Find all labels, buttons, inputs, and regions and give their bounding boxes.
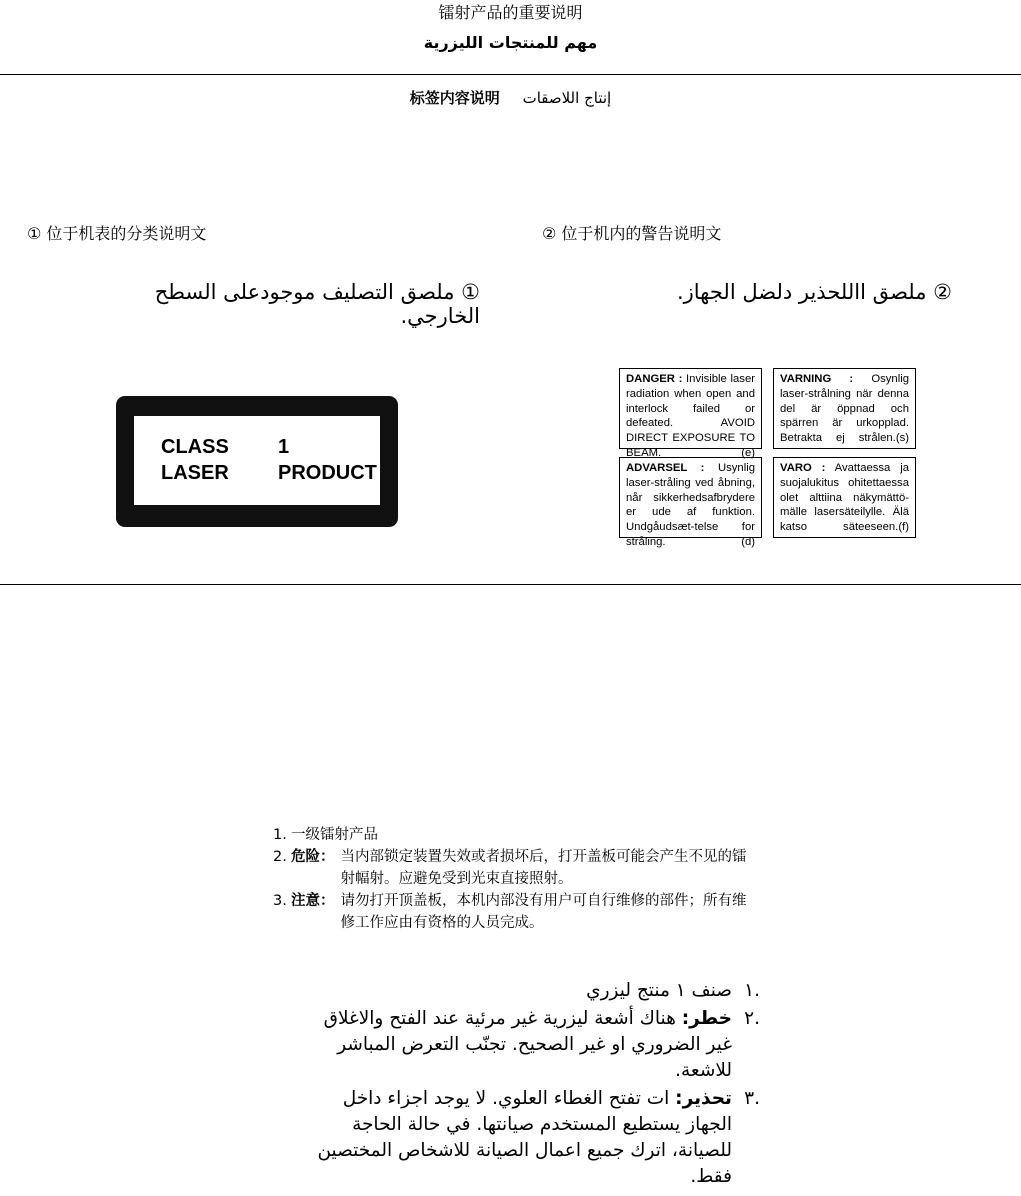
warning-advarsel — [619, 457, 762, 548]
warning-tag: (e) — [741, 446, 755, 459]
class-row — [161, 436, 290, 459]
laser-word: LASER — [161, 462, 229, 484]
item-number: .٢ — [744, 1008, 760, 1029]
warning-tag: (d) — [741, 535, 755, 548]
item-keyword: خطر: — [681, 1008, 732, 1029]
item-number: .٣ — [744, 1088, 760, 1109]
item-number: 3. — [273, 893, 287, 909]
product-word: PRODUCT — [278, 462, 377, 484]
item-text: صنف ١ منتج ليزري — [586, 980, 732, 1001]
warning-text: Usynlig laser-stråling ved åbning, når sikkerhedsafbrydere er ude af funktion. Undgåudsæt-telse for stråling. — [626, 462, 755, 548]
title-ar: مهم للمنتجات الليزرية — [423, 33, 598, 52]
warning-varning — [773, 368, 916, 449]
warning-heading: ADVARSEL : — [626, 462, 705, 474]
section-left-ar: ① ملصق التصليف موجودعلى السطح الخارجي. — [154, 280, 480, 328]
item-number: 1. — [273, 827, 287, 843]
warning-text: Osynlig laser-strålning när denna del är öppnad och spärren är urkopplad. Betrakta ej strålen. — [780, 373, 909, 445]
item-number: .١ — [744, 980, 760, 1001]
list-item — [305, 1086, 760, 1190]
subtitle-zh: 标签内容说明 — [409, 89, 500, 107]
list-item — [273, 890, 753, 934]
list-item — [273, 824, 753, 846]
warning-heading: DANGER : — [626, 373, 683, 385]
subtitle-ar: إنتاج اللاصقات — [522, 89, 612, 107]
section-right-zh: ② 位于机内的警告说明文 — [542, 224, 722, 243]
class1-label-panel — [134, 416, 380, 505]
warning-tag: (f) — [898, 521, 909, 534]
translation-list-ar — [305, 978, 760, 1192]
item-keyword: 注意： — [291, 893, 335, 909]
warning-heading: VARO : — [780, 462, 826, 474]
item-body — [305, 1086, 732, 1190]
divider-middle — [0, 584, 1021, 585]
list-item — [305, 978, 760, 1004]
warning-text: Invisible laser radiation when open and interlock failed or defeated. AVOID DIRECT EXPOSURE TO BEAM. — [626, 373, 755, 459]
item-body — [305, 1006, 732, 1084]
section-left-zh: ① 位于机表的分类说明文 — [27, 224, 207, 243]
item-number: 2. — [273, 849, 287, 865]
section-right-ar: ② ملصق االلحذير دلضل الجهاز. — [676, 280, 952, 304]
item-keyword: 危险： — [291, 849, 335, 865]
warning-varo — [773, 457, 916, 538]
warning-heading: VARNING : — [780, 373, 854, 385]
class-value: 1 — [278, 436, 290, 458]
warning-danger — [619, 368, 762, 459]
class-word: CLASS — [161, 436, 229, 458]
translation-list-zh — [273, 824, 753, 934]
item-text: 一级镭射产品 — [291, 827, 378, 843]
item-text: 请勿打开顶盖板，本机内部没有用户可自行维修的部件；所有维修工作应由有资格的人员完成。 — [340, 893, 747, 931]
list-item — [273, 846, 753, 890]
warning-text: Avattaessa ja suojalukitus ohitettaessa olet alttiina näkymättö-mälle lasersäteilylle. Älä katso säteeseen. — [780, 462, 909, 534]
item-text: 当内部锁定装置失效或者损坏后，打开盖板可能会产生不见的镭射幅射。应避免受到光束直接照射。 — [340, 849, 747, 887]
warning-tag: (s) — [895, 432, 909, 445]
item-keyword: تحذير: — [675, 1088, 732, 1109]
item-text: هناك أشعة ليزرية غير مرئية عند الفتح والاغلاق غير الضروري او غير الصحيح. تجنّب التعرض المباشر للاشعة. — [323, 1008, 732, 1081]
subtitle — [0, 87, 1021, 108]
class1-laser-label — [116, 396, 398, 527]
title-zh: 镭射产品的重要说明 — [438, 3, 583, 22]
laser-row — [161, 462, 377, 485]
item-text: ات تفتح الغطاء العلوي. لا يوجد اجزاء داخل الجهاز يستطيع المستخدم صيانتها. في حالة الحاجة للصيانة، اترك جميع اعمال الصيانة للاشخاص المختصين فقط. — [317, 1088, 732, 1187]
divider-top — [0, 74, 1021, 75]
list-item — [305, 1006, 760, 1084]
